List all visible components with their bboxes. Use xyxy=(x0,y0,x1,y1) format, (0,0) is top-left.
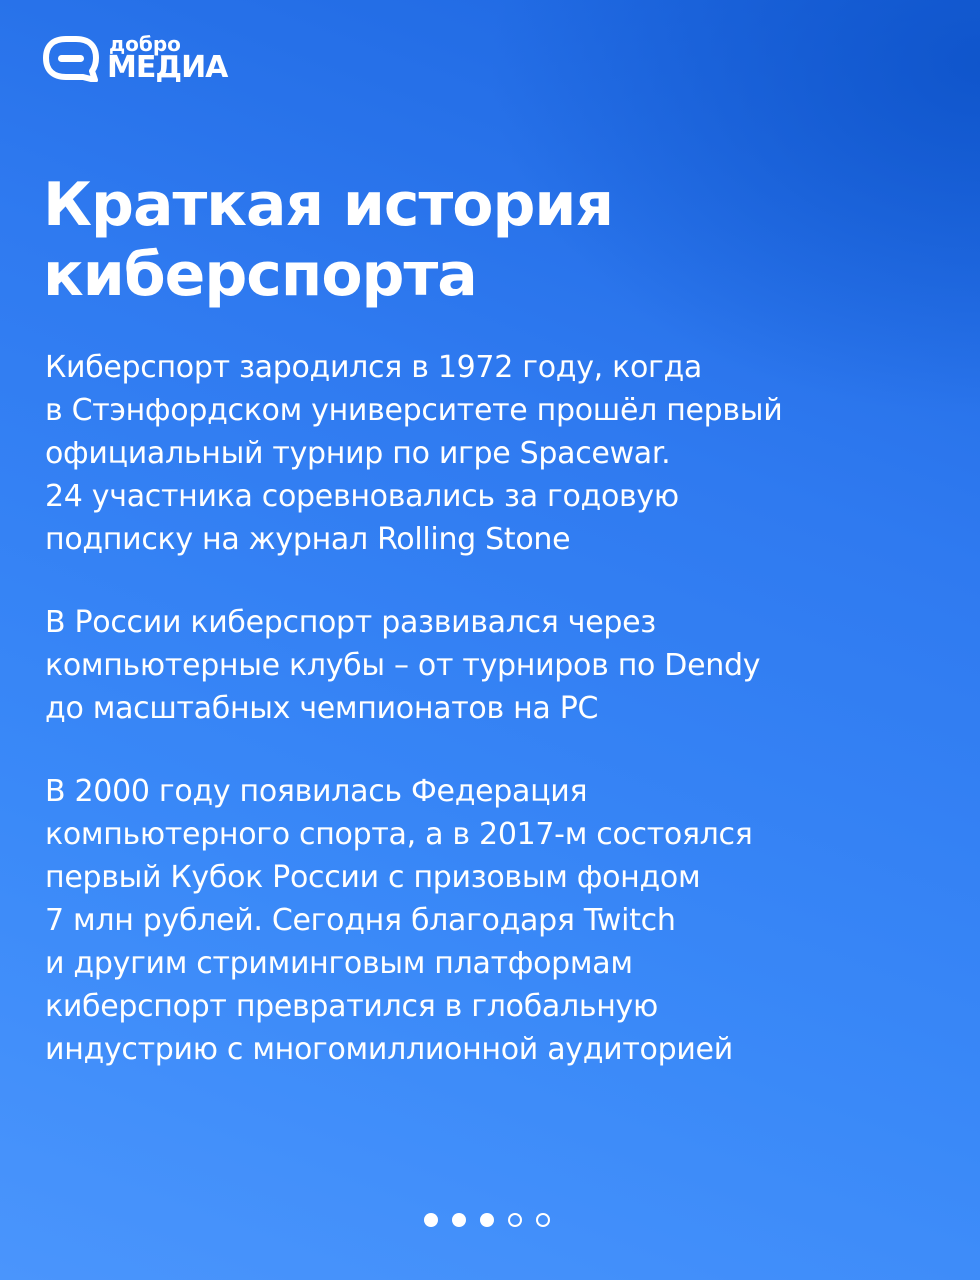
text-line: официальный турнир по игре Spacewar. xyxy=(45,436,671,471)
logo-wordmark xyxy=(107,34,227,83)
text-line: подписку на журнал Rolling Stone xyxy=(45,522,571,557)
text-line: киберспорт превратился в глобальную xyxy=(45,989,658,1024)
text-line: В России киберспорт развивался через xyxy=(45,605,656,640)
pagination-dot[interactable] xyxy=(536,1213,550,1227)
pagination-dots xyxy=(424,1213,564,1227)
pagination-dot[interactable] xyxy=(480,1213,494,1227)
title-line: Краткая история xyxy=(43,170,613,240)
text-line: в Стэнфордском университете прошёл первый xyxy=(45,393,783,428)
speech-bubble-icon xyxy=(43,36,99,82)
paragraph-russia xyxy=(45,601,945,730)
text-line: до масштабных чемпионатов на PC xyxy=(45,691,599,726)
brand-logo xyxy=(43,34,227,83)
pagination-dot[interactable] xyxy=(508,1213,522,1227)
paragraph-origin xyxy=(45,346,945,561)
pagination-dot[interactable] xyxy=(424,1213,438,1227)
logo-top-word: добро xyxy=(109,32,181,56)
page-title xyxy=(43,170,943,310)
text-line: первый Кубок России с призовым фондом xyxy=(45,860,701,895)
text-line: 7 млн рублей. Сегодня благодаря Twitch xyxy=(45,903,676,938)
paragraph-federation xyxy=(45,770,945,1071)
text-line: и другим стриминговым платформам xyxy=(45,946,633,981)
body-text xyxy=(45,346,945,1111)
text-line: компьютерные клубы – от турниров по Dendy xyxy=(45,648,761,683)
text-line: В 2000 году появилась Федерация xyxy=(45,774,588,809)
text-line: компьютерного спорта, а в 2017-м состоялся xyxy=(45,817,753,852)
pagination-dot[interactable] xyxy=(452,1213,466,1227)
text-line: индустрию с многомиллионной аудиторией xyxy=(45,1032,733,1067)
text-line: Киберспорт зародился в 1972 году, когда xyxy=(45,350,702,385)
logo-bottom-word: МЕДИА xyxy=(107,50,228,85)
text-line: 24 участника соревновались за годовую xyxy=(45,479,679,514)
title-line: киберспорта xyxy=(43,240,477,310)
